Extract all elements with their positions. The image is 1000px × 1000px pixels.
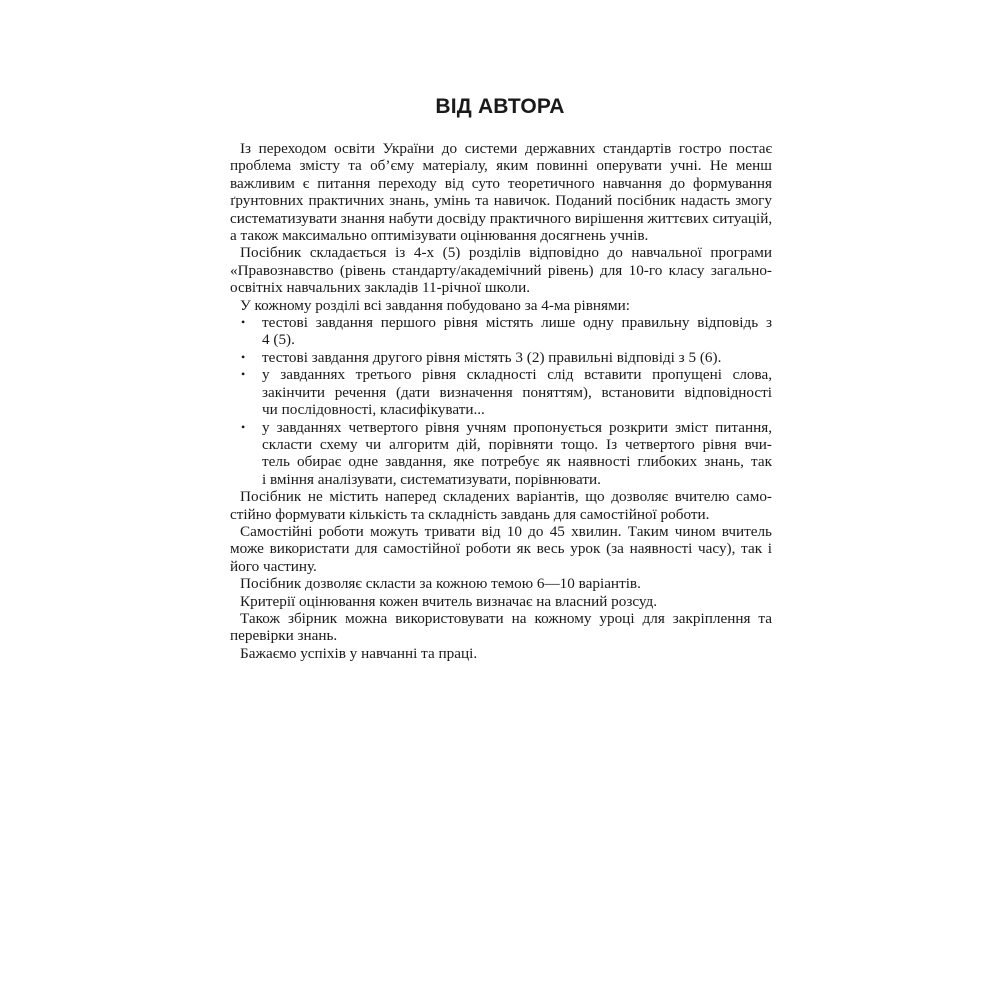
text-line: 4 (5). bbox=[262, 331, 295, 349]
paragraph bbox=[230, 610, 772, 645]
text-line: скласти схему чи алгоритм дій, порівняти тощо. Із четвертого рівня вчи- bbox=[262, 435, 772, 453]
text-line: Посібник не містить наперед складених варіантів, що дозволяє вчителю само- bbox=[240, 488, 772, 506]
text-line: закінчити речення (дати визначення поняттям), встановити відповідності bbox=[262, 383, 772, 401]
page-title: ВІД АВТОРА bbox=[435, 95, 565, 118]
paragraph bbox=[230, 593, 772, 610]
body-text bbox=[230, 140, 772, 662]
text-line: у завданнях четвертого рівня учням пропонується розкрити зміст питання, bbox=[262, 418, 772, 436]
text-line: і вміння аналізувати, систематизувати, порівнювати. bbox=[262, 470, 601, 488]
paragraph bbox=[230, 645, 772, 662]
list-item bbox=[230, 349, 772, 366]
text-line: а також максимально оптимізувати оцінювання досягнень учнів. bbox=[230, 227, 649, 245]
text-line: проблема змісту та об’єму матеріалу, яким повинні оперувати учні. Не менш bbox=[230, 157, 772, 175]
text-line: освітніх навчальних закладів 11-річної школи. bbox=[230, 279, 531, 297]
text-line: перевірки знань. bbox=[230, 627, 338, 645]
text-line: Із переходом освіти України до системи державних стандартів гостро постає bbox=[240, 140, 772, 157]
list-item bbox=[230, 314, 772, 349]
closing-paragraphs bbox=[230, 488, 772, 662]
text-line: Посібник складається із 4-х (5) розділів відповідно до навчальної програми bbox=[240, 244, 772, 262]
bullet-marker-icon: • bbox=[241, 367, 246, 382]
text-line: Посібник дозволяє скласти за кожною темою 6—10 варіантів. bbox=[240, 575, 641, 593]
bullet-marker-icon: • bbox=[241, 419, 246, 434]
list-item bbox=[230, 366, 772, 418]
text-line: У кожному розділі всі завдання побудовано за 4-ма рівнями: bbox=[240, 296, 630, 314]
text-line: у завданнях третього рівня складності слід вставити пропущені слова, bbox=[262, 366, 772, 384]
text-line: Критерії оцінювання кожен вчитель визначає на власний розсуд. bbox=[240, 592, 658, 610]
text-line: Також збірник можна використовувати на кожному уроці для закріплення та bbox=[240, 609, 772, 627]
text-line: стійно формувати кількість та складність завдань для самостійної роботи. bbox=[230, 505, 710, 523]
text-line: важливим є питання переходу від суто теоретичного навчання до формування bbox=[230, 174, 772, 192]
text-line: тестові завдання першого рівня містять лише одну правильну відповідь з bbox=[262, 314, 772, 332]
text-line: «Правознавство (рівень стандарту/академічний рівень) для 10-го класу загально- bbox=[230, 261, 772, 279]
paragraph bbox=[230, 488, 772, 523]
bullet-marker-icon: • bbox=[241, 349, 246, 364]
paragraph bbox=[230, 575, 772, 592]
text-line: може використати для самостійної роботи як весь урок (за наявності часу), так і bbox=[230, 540, 772, 558]
text-line: тель обирає одне завдання, яке потребує як наявності глибоких знань, так bbox=[262, 453, 772, 471]
text-line: чи послідовності, класифікувати... bbox=[262, 401, 485, 419]
paragraph bbox=[230, 244, 772, 296]
list-item bbox=[230, 419, 772, 489]
text-line: Бажаємо успіхів у навчанні та праці. bbox=[240, 644, 478, 662]
text-line: тестові завдання другого рівня містять 3 (2) правильні відповіді з 5 (6). bbox=[262, 348, 722, 366]
text-line: систематизувати знання набути досвіду практичного вирішення життєвих ситуацій, bbox=[230, 209, 773, 227]
intro-paragraphs bbox=[230, 140, 772, 314]
paragraph bbox=[230, 140, 772, 244]
bullet-marker-icon: • bbox=[241, 315, 246, 330]
paragraph bbox=[230, 523, 772, 575]
text-line: його частину. bbox=[230, 557, 317, 575]
levels-list bbox=[230, 314, 772, 488]
text-line: Самостійні роботи можуть тривати від 10 до 45 хвилин. Таким чином вчитель bbox=[240, 522, 772, 540]
text-line: ґрунтовних практичних знань, умінь та навичок. Поданий посібник надасть змогу bbox=[230, 192, 772, 210]
paragraph bbox=[230, 297, 772, 314]
